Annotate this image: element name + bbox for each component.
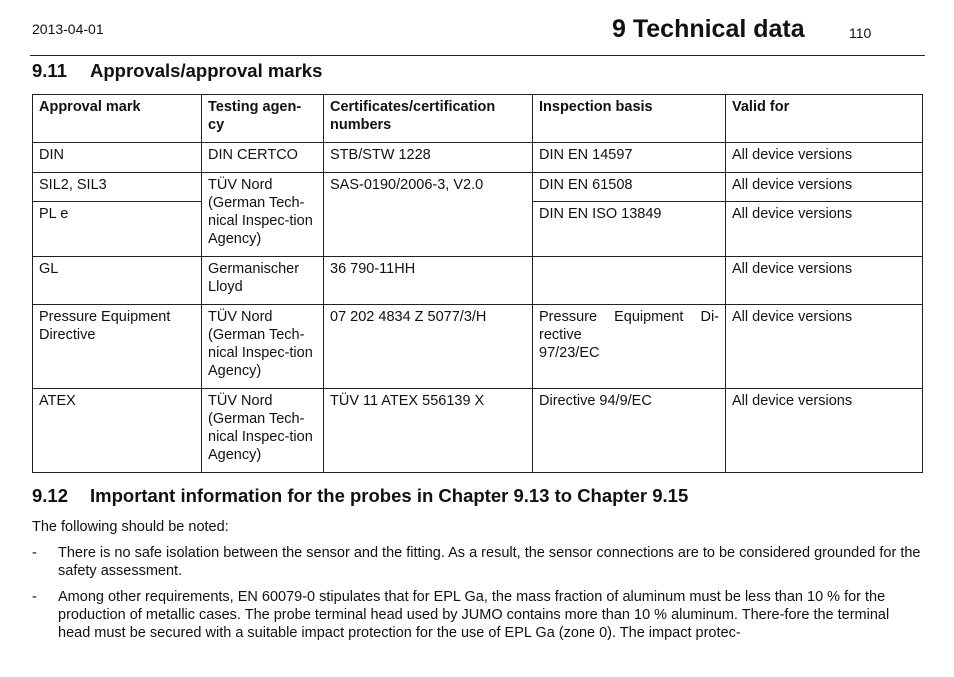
certificate-cell: STB/STW 1228 (324, 143, 533, 173)
list-item (32, 588, 924, 642)
list-dash: - (32, 545, 37, 561)
table-header-row (33, 95, 923, 143)
list-item-text: There is no safe isolation between the sensor and the fitting. As a result, the sensor connections are to be considered grounded for the safety assessment. (58, 545, 921, 579)
inspection-basis-line: Pressure Equipment Di-rective (539, 309, 719, 343)
valid-for-cell: All device versions (726, 389, 923, 473)
column-header: Certificates/certification numbers (324, 95, 533, 143)
approvals-table (32, 94, 923, 473)
table-row (33, 389, 923, 473)
table-row (33, 257, 923, 305)
list-item (32, 544, 924, 580)
header-rule (30, 55, 925, 56)
list-dash: - (32, 589, 37, 605)
approval-mark-cell: ATEX (33, 389, 202, 473)
inspection-basis-cell (533, 257, 726, 305)
valid-for-cell: All device versions (726, 143, 923, 173)
section-heading-probe-info (32, 485, 688, 507)
table-row (33, 305, 923, 389)
approval-mark-cell: Pressure Equipment Directive (33, 305, 202, 389)
page-number: 110 (849, 25, 872, 41)
column-header: Inspection basis (533, 95, 726, 143)
valid-for-cell: All device versions (726, 202, 923, 257)
column-header: Valid for (726, 95, 923, 143)
column-header: Testing agen-cy (202, 95, 324, 143)
certificate-cell: 07 202 4834 Z 5077/3/H (324, 305, 533, 389)
list-item-text: Among other requirements, EN 60079-0 stipulates that for EPL Ga, the mass fraction of aluminum must be less than 10 % for the production of metallic cases. The probe terminal head used by JUMO contains more than 10 % aluminum. There-fore the terminal head must be secured with a suitable impact protection for the use of EPL Ga (zone 0). The impact protec- (58, 589, 890, 641)
testing-agency-cell: Germanischer Lloyd (202, 257, 324, 305)
inspection-basis-line: 97/23/EC (539, 345, 600, 361)
testing-agency-cell: TÜV Nord (German Tech-nical Inspec-tion Agency) (202, 305, 324, 389)
valid-for-cell: All device versions (726, 305, 923, 389)
approval-mark-cell: SIL2, SIL3 (33, 173, 202, 202)
section-title: Important information for the probes in Chapter 9.13 to Chapter 9.15 (90, 485, 689, 506)
section-title: Approvals/approval marks (90, 60, 323, 81)
testing-agency-cell: DIN CERTCO (202, 143, 324, 173)
inspection-basis-cell (533, 305, 726, 389)
inspection-basis-cell: Directive 94/9/EC (533, 389, 726, 473)
inspection-basis-cell: DIN EN 61508 (533, 173, 726, 202)
testing-agency-cell: TÜV Nord (German Tech-nical Inspec-tion Agency) (202, 389, 324, 473)
intro-text: The following should be noted: (32, 519, 229, 535)
notes-list (32, 544, 924, 650)
testing-agency-cell: TÜV Nord (German Tech-nical Inspec-tion Agency) (202, 173, 324, 257)
header-date: 2013-04-01 (32, 21, 104, 37)
valid-for-cell: All device versions (726, 173, 923, 202)
certificate-cell: 36 790-11HH (324, 257, 533, 305)
column-header: Approval mark (33, 95, 202, 143)
chapter-title: 9 Technical data (612, 15, 805, 43)
table-row (33, 143, 923, 173)
section-number: 9.12 (32, 485, 69, 506)
inspection-basis-cell: DIN EN ISO 13849 (533, 202, 726, 257)
approval-mark-cell: GL (33, 257, 202, 305)
certificate-cell: TÜV 11 ATEX 556139 X (324, 389, 533, 473)
valid-for-cell: All device versions (726, 257, 923, 305)
table-row (33, 173, 923, 202)
inspection-basis-cell: DIN EN 14597 (533, 143, 726, 173)
approval-mark-cell: DIN (33, 143, 202, 173)
certificate-cell: SAS-0190/2006-3, V2.0 (324, 173, 533, 257)
section-number: 9.11 (32, 60, 67, 81)
approval-mark-cell: PL e (33, 202, 202, 257)
section-heading-approvals (32, 60, 322, 82)
